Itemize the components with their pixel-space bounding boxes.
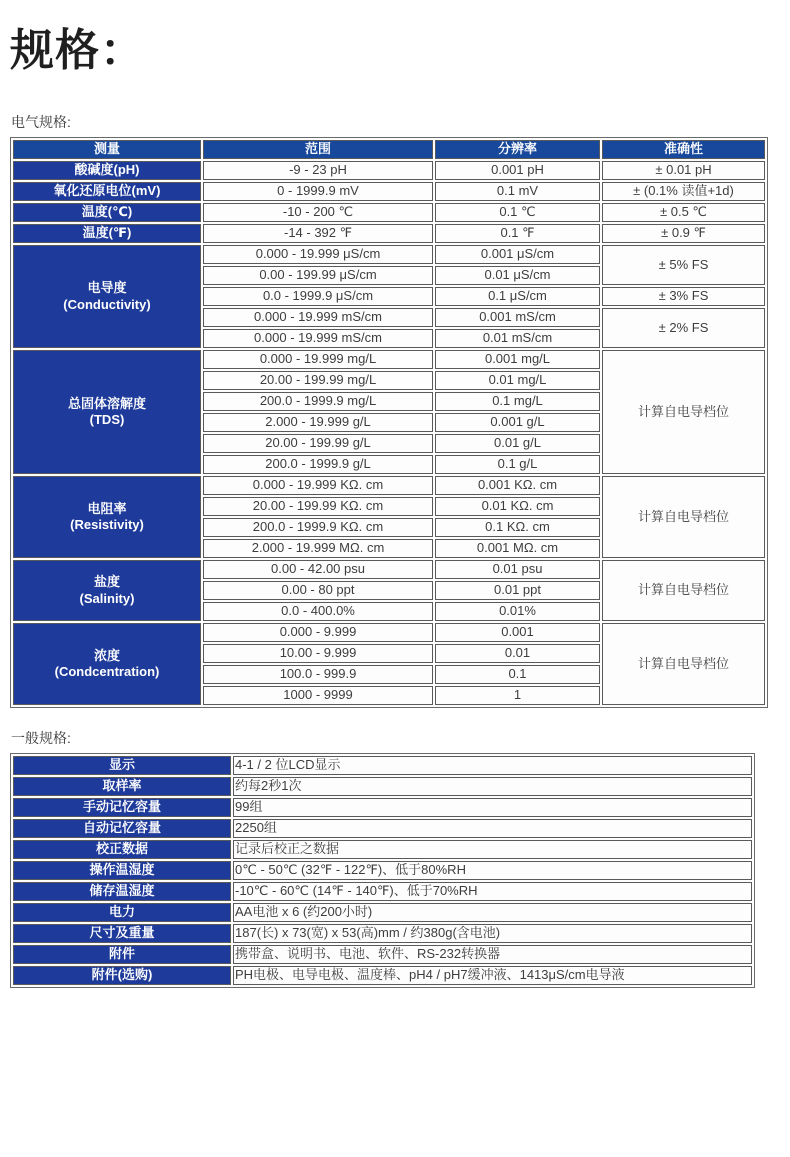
general-table [10, 753, 755, 988]
resolution-cell: 0.01 mg/L [435, 371, 600, 390]
page-title: 规格： [10, 26, 145, 75]
range-cell: 100.0 - 999.9 [203, 665, 433, 684]
header-accuracy: 准确性 [602, 140, 765, 159]
resolution-cell: 0.01 g/L [435, 434, 600, 453]
general-label-cell: 操作温湿度 [13, 861, 231, 880]
header-range: 范围 [203, 140, 433, 159]
resolution-cell: 0.001 [435, 623, 600, 642]
measure-cell [13, 350, 201, 474]
accuracy-cell: 计算自电导档位 [602, 623, 765, 705]
measure-label-line: (Condcentration) [54, 664, 160, 679]
measure-label-line: 电阻率 [87, 500, 127, 516]
measure-label-line: 电导度 [87, 280, 127, 296]
resolution-cell: 0.1 [435, 665, 600, 684]
range-cell: 0.000 - 19.999 mS/cm [203, 329, 433, 348]
general-value-cell: 99组 [233, 798, 752, 817]
resolution-cell: 0.1 ℃ [435, 203, 600, 222]
general-row [13, 882, 752, 901]
electrical-row [13, 182, 765, 201]
resolution-cell: 0.1 μS/cm [435, 287, 600, 306]
electrical-header-row [13, 140, 765, 159]
accuracy-cell: ± 2% FS [602, 308, 765, 348]
general-row [13, 756, 752, 775]
electrical-row [13, 476, 765, 495]
range-cell: 10.00 - 9.999 [203, 644, 433, 663]
accuracy-cell: ± 0.5 ℃ [602, 203, 765, 222]
measure-label-line: 总固体溶解度 [67, 395, 146, 411]
general-label-cell: 电力 [13, 903, 231, 922]
measure-label-line: (Resistivity) [70, 517, 144, 532]
accuracy-cell: 计算自电导档位 [602, 350, 765, 474]
measure-label-line: 酸碱度(pH) [74, 162, 140, 178]
resolution-cell: 0.001 MΩ. cm [435, 539, 600, 558]
resolution-cell: 0.001 mg/L [435, 350, 600, 369]
accuracy-cell: ± 5% FS [602, 245, 765, 285]
general-row [13, 861, 752, 880]
resolution-cell: 0.001 mS/cm [435, 308, 600, 327]
range-cell: 2.000 - 19.999 g/L [203, 413, 433, 432]
measure-label-line: (Salinity) [79, 590, 135, 606]
electrical-table-body [13, 161, 765, 705]
measure-label-line: (Conductivity) [63, 296, 151, 312]
range-cell: 0.00 - 80 ppt [203, 581, 433, 600]
general-row [13, 819, 752, 838]
general-value-cell: AA电池 x 6 (约200小时) [233, 903, 752, 922]
general-row [13, 924, 752, 943]
resolution-cell: 0.001 pH [435, 161, 600, 180]
general-label-cell: 取样率 [13, 777, 231, 796]
measure-label-line: 温度(℃) [81, 204, 133, 220]
range-cell: 0.000 - 19.999 mg/L [203, 350, 433, 369]
range-cell: 0.000 - 19.999 mS/cm [203, 308, 433, 327]
resolution-cell: 0.001 g/L [435, 413, 600, 432]
range-cell: 20.00 - 199.99 KΩ. cm [203, 497, 433, 516]
general-label-cell: 自动记忆容量 [13, 819, 231, 838]
general-row [13, 777, 752, 796]
measure-cell [13, 245, 201, 348]
resolution-cell: 0.1 g/L [435, 455, 600, 474]
general-label-cell: 手动记忆容量 [13, 798, 231, 817]
resolution-cell: 0.001 μS/cm [435, 245, 600, 264]
resolution-cell: 0.01 μS/cm [435, 266, 600, 285]
electrical-row [13, 224, 765, 243]
range-cell: 200.0 - 1999.9 mg/L [203, 392, 433, 411]
range-cell: 20.00 - 199.99 g/L [203, 434, 433, 453]
header-resolution: 分辨率 [435, 140, 600, 159]
accuracy-cell: 计算自电导档位 [602, 560, 765, 621]
measure-label-line: 盐度 [93, 574, 120, 590]
measure-cell [13, 203, 201, 222]
electrical-row [13, 161, 765, 180]
electrical-row [13, 623, 765, 642]
resolution-cell: 0.01 mS/cm [435, 329, 600, 348]
measure-label-line: 氧化还原电位(mV) [53, 183, 161, 199]
general-section-label: 一般规格: [11, 730, 71, 746]
measure-cell [13, 560, 201, 621]
general-label-cell: 尺寸及重量 [13, 924, 231, 943]
range-cell: -9 - 23 pH [203, 161, 433, 180]
accuracy-cell: ± (0.1% 读值+1d) [602, 182, 765, 201]
range-cell: 0.00 - 42.00 psu [203, 560, 433, 579]
electrical-section-label: 电气规格: [11, 114, 71, 130]
accuracy-cell: ± 0.9 ℉ [602, 224, 765, 243]
range-cell: 2.000 - 19.999 MΩ. cm [203, 539, 433, 558]
measure-cell [13, 224, 201, 243]
range-cell: 200.0 - 1999.9 g/L [203, 455, 433, 474]
general-label-cell: 附件(选购) [13, 966, 231, 985]
general-table-body [13, 756, 752, 985]
electrical-row [13, 560, 765, 579]
general-label-cell: 附件 [13, 945, 231, 964]
resolution-cell: 0.1 ℉ [435, 224, 600, 243]
range-cell: 1000 - 9999 [203, 686, 433, 705]
resolution-cell: 0.01 psu [435, 560, 600, 579]
resolution-cell: 0.01% [435, 602, 600, 621]
range-cell: -10 - 200 ℃ [203, 203, 433, 222]
range-cell: 0 - 1999.9 mV [203, 182, 433, 201]
range-cell: 20.00 - 199.99 mg/L [203, 371, 433, 390]
range-cell: 0.000 - 9.999 [203, 623, 433, 642]
electrical-table [10, 137, 768, 708]
range-cell: 0.000 - 19.999 μS/cm [203, 245, 433, 264]
resolution-cell: 1 [435, 686, 600, 705]
general-row [13, 966, 752, 985]
general-value-cell: 4-1 / 2 位LCD显示 [233, 756, 752, 775]
general-value-cell: -10℃ - 60℃ (14℉ - 140℉)、低于70%RH [233, 882, 752, 901]
general-value-cell: 携带盒、说明书、电池、软件、RS-232转换器 [233, 945, 752, 964]
electrical-row [13, 350, 765, 369]
resolution-cell: 0.01 KΩ. cm [435, 497, 600, 516]
general-value-cell: 约每2秒1次 [233, 777, 752, 796]
general-row [13, 798, 752, 817]
general-row [13, 945, 752, 964]
range-cell: 200.0 - 1999.9 KΩ. cm [203, 518, 433, 537]
range-cell: 0.0 - 400.0% [203, 602, 433, 621]
range-cell: 0.00 - 199.99 μS/cm [203, 266, 433, 285]
range-cell: 0.0 - 1999.9 μS/cm [203, 287, 433, 306]
measure-label-line: 温度(℉) [82, 225, 132, 241]
general-value-cell: 0℃ - 50℃ (32℉ - 122℉)、低于80%RH [233, 861, 752, 880]
general-value-cell: PH电极、电导电极、温度棒、pH4 / pH7缓冲液、1413μS/cm电导液 [233, 966, 752, 985]
accuracy-cell: 计算自电导档位 [602, 476, 765, 558]
electrical-row [13, 245, 765, 264]
general-label-cell: 校正数据 [13, 840, 231, 859]
accuracy-cell: ± 3% FS [602, 287, 765, 306]
general-value-cell: 记录后校正之数据 [233, 840, 752, 859]
resolution-cell: 0.01 ppt [435, 581, 600, 600]
resolution-cell: 0.1 KΩ. cm [435, 518, 600, 537]
range-cell: 0.000 - 19.999 KΩ. cm [203, 476, 433, 495]
general-row [13, 840, 752, 859]
general-value-cell: 187(长) x 73(宽) x 53(高)mm / 约380g(含电池) [233, 924, 752, 943]
resolution-cell: 0.001 KΩ. cm [435, 476, 600, 495]
measure-cell [13, 161, 201, 180]
measure-label-line: (TDS) [89, 412, 125, 427]
resolution-cell: 0.01 [435, 644, 600, 663]
resolution-cell: 0.1 mg/L [435, 392, 600, 411]
range-cell: -14 - 392 ℉ [203, 224, 433, 243]
measure-cell [13, 182, 201, 201]
resolution-cell: 0.1 mV [435, 182, 600, 201]
general-value-cell: 2250组 [233, 819, 752, 838]
general-row [13, 903, 752, 922]
general-label-cell: 储存温湿度 [13, 882, 231, 901]
general-label-cell: 显示 [13, 756, 231, 775]
measure-label-line: 浓度 [93, 647, 120, 663]
accuracy-cell: ± 0.01 pH [602, 161, 765, 180]
header-measure: 测量 [13, 140, 201, 159]
measure-cell [13, 623, 201, 705]
measure-cell [13, 476, 201, 558]
electrical-row [13, 203, 765, 222]
